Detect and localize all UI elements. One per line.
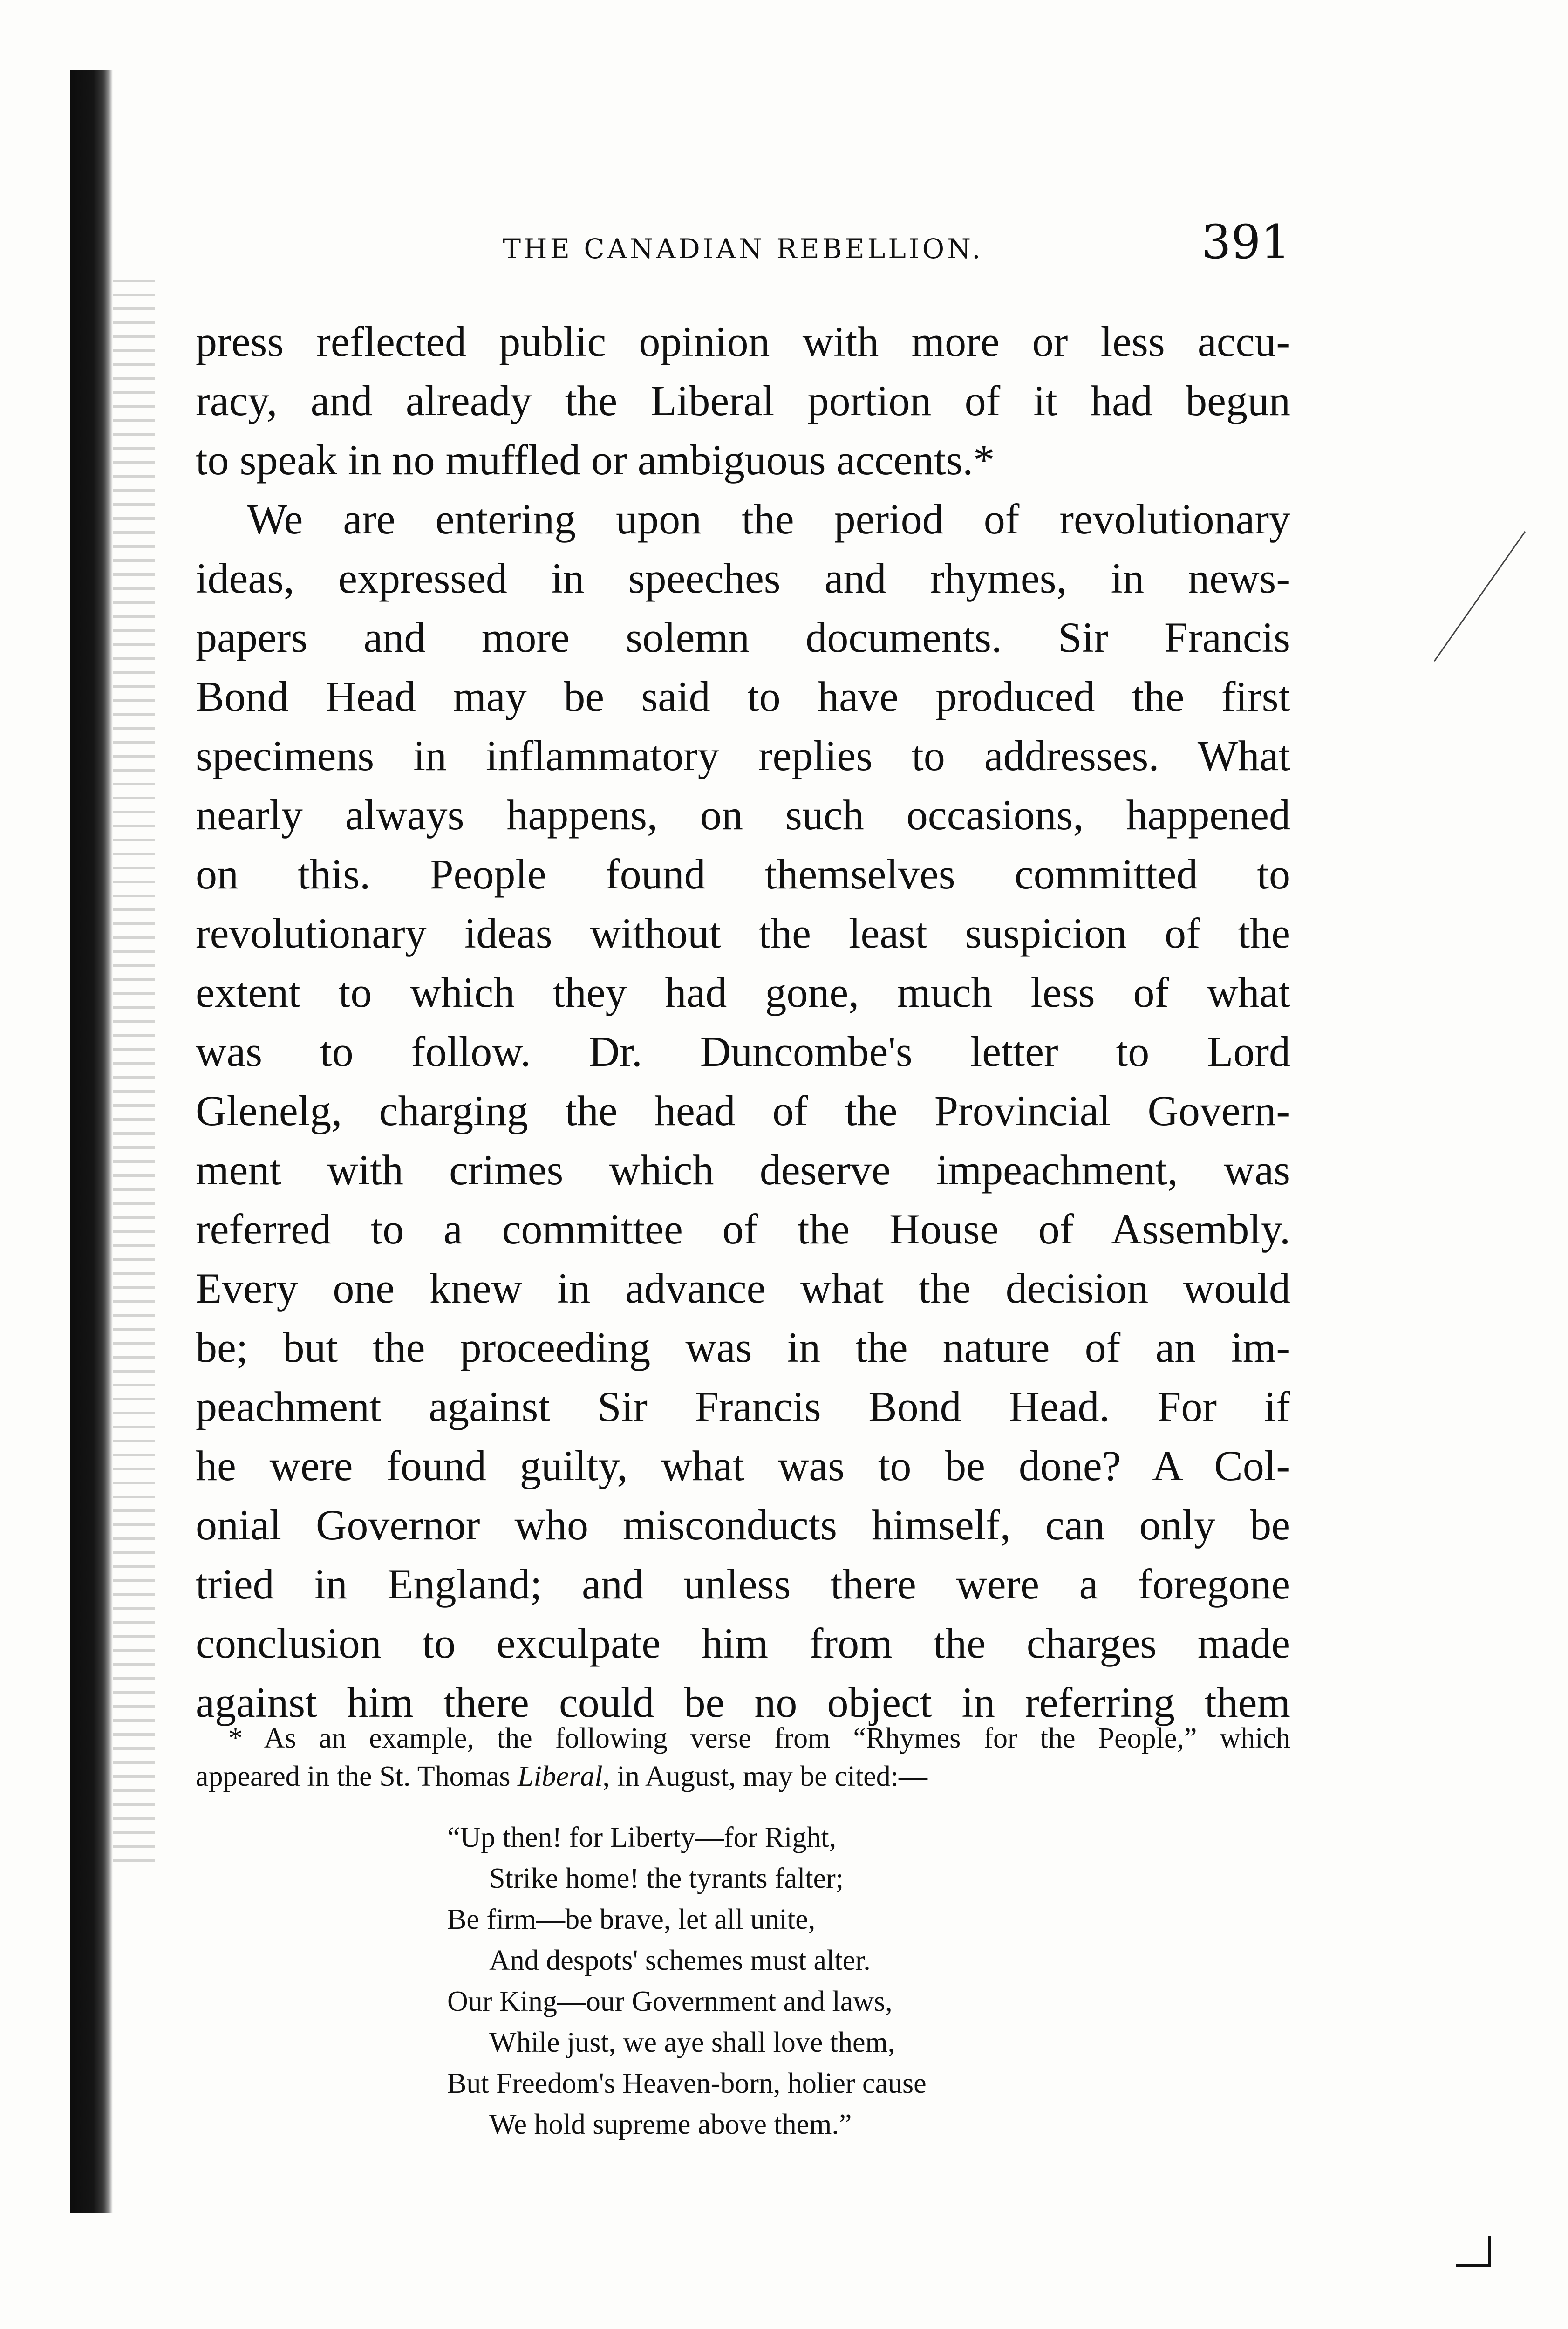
poem-line: Our King—our Government and laws, bbox=[447, 1986, 893, 2017]
text-line: referred to a committee of the House of Assembly. bbox=[196, 1205, 1290, 1253]
body-text bbox=[196, 312, 1290, 1732]
poem-line: While just, we aye shall love them, bbox=[489, 2027, 895, 2058]
page-number: 391 bbox=[1201, 215, 1290, 269]
text-line: extent to which they had gone, much less of what bbox=[196, 969, 1290, 1016]
pencil-mark bbox=[1434, 531, 1526, 662]
text-line: Every one knew in advance what the decision would bbox=[196, 1264, 1290, 1312]
footnote-poem bbox=[447, 1817, 1146, 2145]
poem-line: “Up then! for Liberty—for Right, bbox=[447, 1822, 837, 1853]
text-line: Bond Head may be said to have produced the first bbox=[196, 673, 1290, 720]
footnote-text: appeared in the St. Thomas bbox=[196, 1761, 518, 1792]
text-line: conclusion to exculpate him from the charges made bbox=[196, 1619, 1290, 1667]
poem-line: But Freedom's Heaven-born, holier cause bbox=[447, 2068, 927, 2099]
text-line: Glenelg, charging the head of the Provincial Govern- bbox=[196, 1087, 1290, 1134]
text-line: he were found guilty, what was to be done? A Col- bbox=[196, 1442, 1290, 1489]
text-line: papers and more solemn documents. Sir Francis bbox=[196, 614, 1290, 661]
text-line: specimens in inflammatory replies to addresses. What bbox=[196, 732, 1290, 779]
text-line: We are entering upon the period of revolutionary bbox=[247, 495, 1290, 543]
poem-line: We hold supreme above them.” bbox=[489, 2109, 852, 2140]
running-title: THE CANADIAN REBELLION. bbox=[503, 233, 983, 265]
corner-mark bbox=[1456, 2236, 1491, 2267]
text-line: ment with crimes which deserve impeachment, was bbox=[196, 1146, 1290, 1194]
text-line: tried in England; and unless there were a foregone bbox=[196, 1560, 1290, 1608]
text-line: revolutionary ideas without the least suspicion of the bbox=[196, 909, 1290, 957]
poem-line: And despots' schemes must alter. bbox=[489, 1945, 871, 1976]
text-line: was to follow. Dr. Duncombe's letter to Lord bbox=[196, 1028, 1290, 1075]
text-line: press reflected public opinion with more or less accu- bbox=[196, 318, 1290, 365]
text-line: on this. People found themselves committed to bbox=[196, 850, 1290, 898]
footnote-italic: Liberal bbox=[518, 1761, 603, 1792]
poem-line: Strike home! the tyrants falter; bbox=[489, 1863, 844, 1894]
text-line: nearly always happens, on such occasions, happened bbox=[196, 791, 1290, 839]
footnote bbox=[196, 1719, 1290, 1796]
footnote-line: * As an example, the following verse from “Rhymes for the People,” which bbox=[228, 1722, 1290, 1754]
text-line: ideas, expressed in speeches and rhymes, in news- bbox=[196, 554, 1290, 602]
binding-speckle bbox=[113, 280, 155, 1864]
poem-line: Be firm—be brave, let all unite, bbox=[447, 1904, 816, 1935]
text-line: peachment against Sir Francis Bond Head. For if bbox=[196, 1383, 1290, 1430]
text-line: to speak in no muffled or ambiguous accents.* bbox=[196, 436, 995, 484]
binding-shadow bbox=[70, 70, 113, 2213]
footnote-text: , in August, may be cited:— bbox=[602, 1761, 928, 1792]
text-line: racy, and already the Liberal portion of it had begun bbox=[196, 377, 1290, 424]
page-header bbox=[196, 215, 1290, 270]
text-line: be; but the proceeding was in the nature of an im- bbox=[196, 1324, 1290, 1371]
footnote-line bbox=[196, 1757, 1290, 1796]
text-line: onial Governor who misconducts himself, can only be bbox=[196, 1501, 1290, 1549]
text-line: against him there could be no object in referring them bbox=[196, 1679, 1290, 1726]
